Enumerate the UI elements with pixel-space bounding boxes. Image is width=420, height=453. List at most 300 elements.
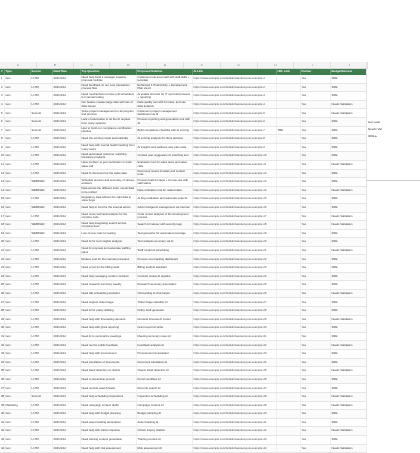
table-cell[interactable]: 2021/4/12 [52,435,80,444]
table-cell[interactable]: Regulatory data without the right data to solve bugs [80,195,136,204]
table-cell[interactable]: LI PM [30,444,52,453]
table-cell[interactable]: 33 [0,350,4,359]
table-cell[interactable]: 300k [330,410,366,419]
table-cell[interactable]: Need asset tracking automation [80,418,136,427]
table-cell[interactable]: Yes [300,384,330,393]
table-cell[interactable]: 300k [330,418,366,427]
table-cell[interactable] [276,186,300,195]
table-cell[interactable]: LI PM [30,264,52,273]
table-cell[interactable] [276,75,300,83]
table-cell[interactable]: Needs Validation [330,186,366,195]
table-cell[interactable]: Gov [4,178,30,187]
table-cell[interactable]: 30 [0,324,4,333]
table-cell[interactable]: Gov [4,384,30,393]
table-cell[interactable]: https://www.example.com/bulletin/wanted-post-example-35 [192,367,276,376]
table-cell[interactable]: https://www.example.com/bulletin/wanted-post-example-6 [192,117,276,126]
table-row[interactable] [0,203,366,212]
table-cell[interactable]: Yes [300,272,330,281]
table-cell[interactable]: 31 [0,332,4,341]
table-cell[interactable]: Yes [300,401,330,410]
table-cell[interactable]: https://www.example.com/bulletin/wanted-post-example-2 [192,83,276,92]
table-cell[interactable]: Yes [300,367,330,376]
table-cell[interactable]: 25 [0,281,4,290]
table-cell[interactable]: Gov [4,264,30,273]
table-cell[interactable]: WEBINAR [30,229,52,238]
table-cell[interactable]: Gov [4,307,30,316]
table-cell[interactable]: 300k [330,203,366,212]
table-cell[interactable]: Records search AI [136,384,192,393]
table-cell[interactable]: https://www.example.com/bulletin/wanted-post-example-24 [192,272,276,281]
table-cell[interactable]: Need help build a manager capacity proposal multiple [80,75,136,83]
table-cell[interactable]: Need records search faster [80,384,136,393]
table-cell[interactable] [276,221,300,230]
table-cell[interactable]: Need a tool for the billing audit [80,264,136,273]
table-cell[interactable]: LI PM [30,83,52,92]
table-cell[interactable]: Yes [300,315,330,324]
table-cell[interactable]: Need help with procurement [80,350,136,359]
table-cell[interactable] [276,169,300,178]
table-cell[interactable]: Yes [300,435,330,444]
table-cell[interactable]: 300k [330,298,366,307]
table-cell[interactable]: Yes [300,246,330,255]
table-row[interactable] [0,435,366,444]
table-cell[interactable] [276,341,300,350]
table-cell[interactable]: 300k [330,281,366,290]
table-cell[interactable]: 300k [330,384,366,393]
column-header[interactable]: Partner [300,69,330,75]
table-cell[interactable]: Grant report AI writer [136,324,192,333]
table-cell[interactable] [276,289,300,298]
table-cell[interactable]: https://www.example.com/bulletin/wanted-post-example-33 [192,350,276,359]
table-cell[interactable]: 15 [0,195,4,204]
table-cell[interactable]: 2021/4/12 [52,75,80,83]
table-cell[interactable]: Gov [4,315,30,324]
table-cell[interactable]: Need research summary weekly [80,281,136,290]
table-cell[interactable]: 300k [330,264,366,273]
table-cell[interactable]: Need AI proposal and automate staffing plans [80,246,136,255]
table-cell[interactable]: https://www.example.com/bulletin/wanted-post-example-7 [192,126,276,135]
table-cell[interactable] [276,298,300,307]
table-cell[interactable]: Gov [4,272,30,281]
table-cell[interactable]: 40 [0,410,4,419]
table-cell[interactable]: 41 [0,418,4,427]
table-cell[interactable]: Needs Validation [330,392,366,401]
table-cell[interactable]: Gov [4,221,30,230]
table-cell[interactable]: 2021/4/12 [52,117,80,126]
table-cell[interactable]: Gov [4,203,30,212]
table-row[interactable] [0,100,366,109]
table-cell[interactable]: LI PM [30,143,52,152]
table-cell[interactable]: 2021/4/12 [52,100,80,109]
table-cell[interactable]: Gov [4,126,30,135]
table-cell[interactable]: Needs Validation [330,109,366,118]
table-cell[interactable]: Meeting summary notes AI [136,332,192,341]
table-cell[interactable]: 34 [0,358,4,367]
table-cell[interactable]: 14 [0,186,4,195]
table-cell[interactable]: Gov [4,427,30,436]
table-row[interactable] [0,160,366,169]
table-cell[interactable]: 2021/4/12 [52,143,80,152]
table-cell[interactable]: Gov [4,117,30,126]
table-cell[interactable]: 37 [0,384,4,393]
table-cell[interactable]: Yes [300,418,330,427]
table-cell[interactable]: 2 [0,83,4,92]
table-row[interactable] [0,109,366,118]
table-cell[interactable]: LI PM [30,272,52,281]
table-cell[interactable]: Need help scheduling inspections [80,392,136,401]
table-row[interactable] [0,169,366,178]
table-row[interactable] [0,264,366,273]
table-cell[interactable]: 2021/4/12 [52,246,80,255]
table-cell[interactable]: Need help with citizen inquiries [80,427,136,436]
table-row[interactable] [0,332,366,341]
table-cell[interactable]: Research summary automation [136,281,192,290]
table-cell[interactable] [276,307,300,316]
table-cell[interactable]: 300k [330,126,366,135]
table-cell[interactable]: Yes [300,229,330,238]
column-letter[interactable]: J [331,62,368,68]
table-cell[interactable]: Yes [300,410,330,419]
table-cell[interactable] [276,332,300,341]
table-cell[interactable]: 300k [330,332,366,341]
table-cell[interactable]: 300k [330,178,366,187]
table-cell[interactable]: Gov [4,410,30,419]
table-cell[interactable]: Feedback analysis AI [136,341,192,350]
table-cell[interactable]: Gov [4,350,30,359]
table-cell[interactable]: LI PM [30,435,52,444]
table-cell[interactable]: Yes [300,152,330,161]
table-cell[interactable]: 300k [330,169,366,178]
table-cell[interactable]: Admin budget AI management via internal [136,203,192,212]
table-cell[interactable]: Gov [4,358,30,367]
table-cell[interactable]: Yes [300,255,330,264]
table-cell[interactable]: https://www.example.com/bulletin/wanted-post-example-19 [192,229,276,238]
pane-divider[interactable] [366,62,367,420]
table-cell[interactable]: LI PM [30,75,52,83]
table-cell[interactable] [276,238,300,247]
table-cell[interactable]: How to build our compliance certification pipeline [80,126,136,135]
table-cell[interactable]: LI PM [30,169,52,178]
table-cell[interactable]: 300k [330,117,366,126]
table-cell[interactable]: Gov [4,238,30,247]
table-row[interactable] [0,178,366,187]
table-cell[interactable]: Lots of new code for testing [80,229,136,238]
table-cell[interactable]: 9 [0,143,4,152]
table-cell[interactable]: https://www.example.com/bulletin/wanted-post-example-16 [192,203,276,212]
table-cell[interactable] [276,160,300,169]
table-cell[interactable]: Data quality tool with AI notes, and use data analysis [136,100,192,109]
table-cell[interactable]: 2021/4/12 [52,298,80,307]
table-cell[interactable]: 44 [0,444,4,453]
table-cell[interactable] [276,427,300,436]
table-cell[interactable]: 2021/4/12 [52,109,80,118]
column-header[interactable]: AI Link [192,69,276,75]
table-cell[interactable]: Needs Validation [330,315,366,324]
table-cell[interactable]: Permit workflow AI [136,375,192,384]
table-cell[interactable]: Needs Validation [330,160,366,169]
table-cell[interactable]: Need fraud detection on claims [80,367,136,376]
table-cell[interactable]: Schedule process and summary of various answers [81,177,135,185]
table-cell[interactable]: Implement project management dashboard via AI [136,109,192,118]
table-cell[interactable]: Need feedback on our core transaction process flow [80,83,136,92]
table-cell[interactable]: 23 [0,264,4,273]
table-cell[interactable]: LI PM [30,152,52,161]
table-cell[interactable]: Reduce cost for the internal processes [80,255,136,264]
table-cell[interactable]: Training content AI [136,435,192,444]
table-cell[interactable]: LI PM [30,100,52,109]
table-cell[interactable] [276,92,300,101]
table-cell[interactable]: LI PM [30,315,52,324]
table-cell[interactable]: 2021/4/12 [52,221,80,230]
table-cell[interactable]: 32 [0,341,4,350]
table-cell[interactable] [276,246,300,255]
table-cell[interactable]: WEBINAR [30,178,52,187]
table-row[interactable] [0,341,366,350]
table-cell[interactable]: Yes [300,332,330,341]
table-cell[interactable]: 300k [330,135,366,144]
table-cell[interactable]: Enhanced 1 Productivity + Development Plan via AI [136,83,192,92]
table-cell[interactable]: 300k [330,229,366,238]
table-cell[interactable] [276,392,300,401]
table-cell[interactable]: 12 [0,169,4,178]
table-cell[interactable]: 2021/4/12 [52,238,80,247]
table-cell[interactable]: 300k [330,324,366,333]
column-letter[interactable]: G [221,62,258,68]
table-cell[interactable]: LI PM [30,160,52,169]
table-cell[interactable]: Yes [300,264,330,273]
table-cell[interactable] [276,83,300,92]
table-cell[interactable] [276,358,300,367]
table-cell[interactable]: Gov [4,281,30,290]
table-cell[interactable]: Gov [4,435,30,444]
table-cell[interactable]: Need help with forecasting demand [80,315,136,324]
table-cell[interactable]: Need help with grant reporting [80,324,136,333]
table-cell[interactable]: Summit [30,117,52,126]
table-cell[interactable]: Gov [4,169,30,178]
table-cell[interactable]: AI bug evaluation and automate code fix [136,195,192,204]
table-cell[interactable]: LI PM [30,358,52,367]
table-cell[interactable]: LI PM [30,307,52,316]
table-cell[interactable]: TBD [276,126,300,135]
table-cell[interactable]: Yes [300,392,330,401]
table-cell[interactable]: 13 [0,178,4,187]
table-cell[interactable]: Search AI indexer with security tags [136,221,192,230]
table-cell[interactable]: Yes [300,186,330,195]
table-cell[interactable]: Yes [300,212,330,221]
table-cell[interactable]: Gov [4,418,30,427]
table-cell[interactable] [276,212,300,221]
table-row[interactable] [0,212,366,221]
table-cell[interactable]: Yes [300,350,330,359]
column-header[interactable]: Budget/Interest [330,69,366,75]
table-cell[interactable]: Gov [4,212,30,221]
table-cell[interactable]: 300k [330,75,366,83]
table-cell[interactable]: Need the scoring model automatically [80,135,136,144]
column-header[interactable]: URL Link [276,69,300,75]
table-cell[interactable]: https://www.example.com/bulletin/wanted-post-example-34 [192,358,276,367]
table-cell[interactable]: 39 [0,401,4,410]
table-cell[interactable]: Yes [300,375,330,384]
table-cell[interactable]: Gov [4,143,30,152]
table-cell[interactable]: 2021/4/12 [52,375,80,384]
table-row[interactable] [0,392,366,401]
table-cell[interactable]: 2021/4/12 [52,92,80,101]
table-cell[interactable] [276,435,300,444]
table-cell[interactable]: 29 [0,315,4,324]
table-cell[interactable]: 24 [0,272,4,281]
table-cell[interactable]: Risk assessment AI [136,444,192,453]
column-letter[interactable]: C [74,62,111,68]
table-row[interactable] [0,289,366,298]
table-cell[interactable] [276,135,300,144]
table-cell[interactable]: Yes [300,92,330,101]
table-cell[interactable]: https://www.example.com/bulletin/wanted-post-example-38 [192,392,276,401]
table-cell[interactable]: 300k [330,358,366,367]
table-row[interactable] [0,126,366,135]
table-cell[interactable]: 2021/4/12 [52,315,80,324]
table-cell[interactable]: Yes [300,178,330,187]
table-cell[interactable]: LI PM [30,195,52,204]
table-cell[interactable]: Gov [4,289,30,298]
table-row[interactable] [0,315,366,324]
table-cell[interactable]: Yes [300,203,330,212]
table-cell[interactable]: Gov [4,341,30,350]
table-cell[interactable]: 2021/4/12 [52,289,80,298]
table-cell[interactable]: 3 [0,92,4,101]
table-cell[interactable]: https://www.example.com/bulletin/wanted-post-example-20 [192,238,276,247]
table-cell[interactable]: 300k [330,195,366,204]
table-cell[interactable]: Gov [4,375,30,384]
table-cell[interactable]: Code review analysis of the development process [136,212,192,221]
table-cell[interactable]: Yes [300,341,330,350]
table-row[interactable] [0,375,366,384]
table-cell[interactable]: 2021/4/12 [52,135,80,144]
table-cell[interactable]: Needs Validation [330,100,366,109]
table-cell[interactable]: 4 [0,100,4,109]
table-cell[interactable]: https://www.example.com/bulletin/wanted-post-example-43 [192,435,276,444]
table-row[interactable] [0,229,366,238]
table-cell[interactable]: Yes [300,238,330,247]
table-cell[interactable]: Yes [300,100,330,109]
table-cell[interactable]: Yes [300,109,330,118]
table-cell[interactable] [276,384,300,393]
table-cell[interactable]: Yes [300,160,330,169]
table-cell[interactable]: https://www.example.com/bulletin/wanted-post-example-4 [192,100,276,109]
table-cell[interactable]: https://www.example.com/bulletin/wanted-post-example-8 [192,135,276,144]
table-cell[interactable]: Have problem to get mechanism to track sales call [80,160,136,169]
table-cell[interactable]: 42 [0,427,4,436]
table-cell[interactable]: Need AI for text insights analysis [80,238,136,247]
table-cell[interactable]: 2021/4/12 [52,229,80,238]
table-cell[interactable]: LI PM [30,281,52,290]
table-cell[interactable]: Need training content generation [80,435,136,444]
table-cell[interactable]: Text analysis summary via AI [136,238,192,247]
table-cell[interactable] [276,272,300,281]
table-cell[interactable]: Need support ticket triage [80,298,136,307]
table-cell[interactable]: https://www.example.com/bulletin/wanted-post-example-29 [192,315,276,324]
table-cell[interactable]: 300k [330,238,366,247]
table-cell[interactable]: Need translation of documents [80,358,136,367]
table-cell[interactable]: https://www.example.com/bulletin/wanted-post-example-1 [192,75,276,83]
table-cell[interactable]: WEBINAR [30,203,52,212]
table-cell[interactable]: 2021/4/12 [52,384,80,393]
table-cell[interactable] [276,418,300,427]
table-cell[interactable]: 300k [330,350,366,359]
table-cell[interactable]: 2021/4/12 [52,272,80,281]
table-cell[interactable] [276,350,300,359]
table-cell[interactable]: 2021/4/12 [52,367,80,376]
table-cell[interactable]: Needs Validation [330,427,366,436]
table-cell[interactable] [276,375,300,384]
table-row[interactable] [0,255,366,264]
column-header[interactable]: Type [4,69,30,75]
table-cell[interactable]: LI PM [30,375,52,384]
table-cell[interactable]: https://www.example.com/bulletin/wanted-post-example-9 [192,143,276,152]
table-cell[interactable]: 300k [330,435,366,444]
table-cell[interactable]: Need help with risk assessment [80,444,136,453]
table-cell[interactable]: Summit [30,126,52,135]
table-row[interactable] [0,281,366,290]
table-cell[interactable]: 43 [0,435,4,444]
table-cell[interactable]: https://www.example.com/bulletin/wanted-post-example-11 [192,160,276,169]
column-letter[interactable]: F [184,62,221,68]
table-cell[interactable]: 2021/4/12 [52,160,80,169]
table-cell[interactable]: Gov [4,195,30,204]
table-cell[interactable]: Yes [300,307,330,316]
table-cell[interactable]: Need campaign content drafts [80,401,136,410]
table-cell[interactable]: Gov [4,392,30,401]
table-row[interactable] [0,367,366,376]
table-cell[interactable]: https://www.example.com/bulletin/wanted-post-example-39 [192,401,276,410]
table-cell[interactable]: https://www.example.com/bulletin/wanted-post-example-21 [192,246,276,255]
table-row[interactable] [0,83,366,92]
table-cell[interactable]: AI enable list tools for IT ops build process + reporting [137,91,190,99]
table-cell[interactable]: Yes [300,143,330,152]
table-cell[interactable]: Need AI for policy drafting [80,307,136,316]
table-cell[interactable]: Need help with budget planning [80,410,136,419]
table-cell[interactable]: LI PM [30,255,52,264]
table-cell[interactable]: 300k [330,307,366,316]
table-cell[interactable]: 2021/4/12 [52,195,80,204]
table-cell[interactable]: LI PM [30,418,52,427]
table-cell[interactable]: https://www.example.com/bulletin/wanted-post-example-23 [192,264,276,273]
table-cell[interactable]: 28 [0,307,4,316]
table-cell[interactable]: Budget planning AI [136,410,192,419]
table-cell[interactable] [276,264,300,273]
table-cell[interactable]: 300k [330,255,366,264]
table-cell[interactable]: 16 [0,203,4,212]
table-cell[interactable]: https://www.example.com/bulletin/wanted-post-example-13 [192,178,276,187]
table-row[interactable] [0,410,366,419]
table-cell[interactable]: Gov [4,229,30,238]
table-cell[interactable] [276,195,300,204]
table-row[interactable] [0,143,366,152]
table-cell[interactable]: Gov [4,255,30,264]
column-letter[interactable]: D [110,62,147,68]
table-cell[interactable]: https://www.example.com/bulletin/wanted-post-example-17 [192,212,276,221]
table-row[interactable] [0,401,366,410]
table-cell[interactable]: 2021/4/12 [52,178,80,187]
table-cell[interactable]: Claims fraud detection AI [136,367,192,376]
table-cell[interactable]: Gov [4,83,30,92]
table-cell[interactable]: Gov [4,246,30,255]
table-row[interactable] [0,135,366,144]
column-letter[interactable]: B [37,62,74,68]
table-cell[interactable]: Need to streamline permits [80,375,136,384]
table-cell[interactable]: Needs Validation [330,341,366,350]
table-cell[interactable]: Need help managing vendor contracts [80,272,136,281]
table-cell[interactable]: 2021/4/12 [52,83,80,92]
